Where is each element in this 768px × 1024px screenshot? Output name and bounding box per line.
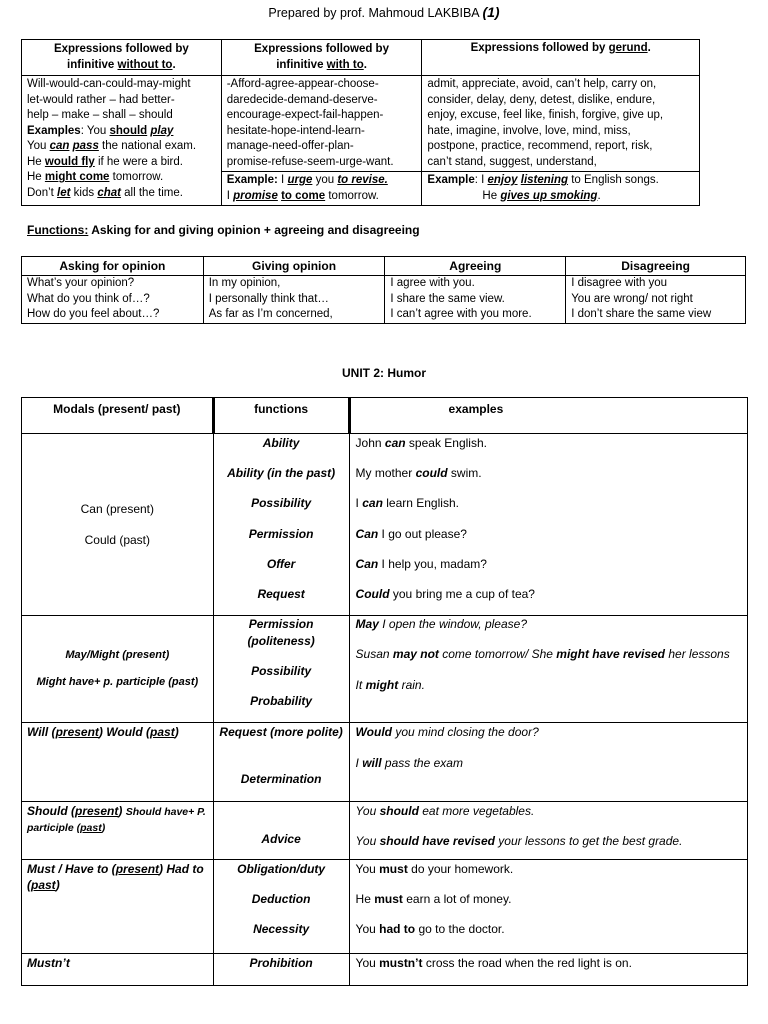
list-item: enjoy, excuse, feel like, finish, forgive, give up, <box>427 109 664 122</box>
column-header: examples <box>349 398 747 434</box>
unit-title: UNIT 2: Humor <box>342 366 426 380</box>
examples-may: May I open the window, please? Susan may not come tomorrow/ She might have revised her lessons It might rain. <box>349 616 747 723</box>
column-header: Asking for opinion <box>22 257 204 276</box>
table-cell: In my opinion, I personally think that… As far as I’m concerned, <box>203 276 385 324</box>
column-header: Disagreeing <box>566 257 746 276</box>
list-item: -Afford-agree-appear-choose- <box>226 78 379 90</box>
example-line: Example: I enjoy listening to English songs. <box>427 174 659 187</box>
list-item: admit, appreciate, avoid, can’t help, carry on, <box>427 78 657 90</box>
functions-heading: Functions: Asking for and giving opinion + agreeing and disagreeing <box>27 223 420 237</box>
example-line: Don’t let kids chat all the time. <box>27 186 183 199</box>
header-without-to: Expressions followed by infinitive without to. <box>22 40 222 76</box>
table-cell: What’s your opinion? What do you think of…? How do you feel about…? <box>22 276 204 324</box>
functions-mustnt: Prohibition <box>213 954 349 986</box>
modal-may-might: May/Might (present) Might have+ p. participle (past) <box>22 616 214 723</box>
header-gerund: Expressions followed by gerund. <box>422 40 700 76</box>
gerund-example-cell <box>422 172 700 206</box>
header-text: Prepared by prof. Mahmoud LAKBIBA <box>268 6 479 20</box>
example-line: He would fly if he were a bird. <box>27 155 183 168</box>
list-item: can’t stand, suggest, understand, <box>427 155 597 168</box>
list-item: promise-refuse-seem-urge-want. <box>226 155 394 168</box>
column-header: Modals (present/ past) <box>22 398 214 434</box>
list-item: let-would rather – had better- <box>27 93 175 106</box>
column-header: Giving opinion <box>203 257 385 276</box>
functions-may: Permission (politeness) Possibility Probability <box>213 616 349 723</box>
modal-can-could: Can (present) Could (past) <box>22 434 214 616</box>
example-line: He might come tomorrow. <box>27 171 164 184</box>
example-line: Examples: You should play <box>27 124 174 137</box>
example-line: Example: I urge you to revise. <box>226 174 388 187</box>
column-header: Agreeing <box>385 257 566 276</box>
list-item: consider, delay, deny, detest, dislike, endure, <box>427 93 656 106</box>
list-item: postpone, practice, recommend, report, risk, <box>427 140 653 153</box>
gerund-cell <box>422 76 700 172</box>
with-to-cell <box>221 76 422 172</box>
example-line: I promise to come tomorrow. <box>226 189 379 202</box>
modal-must: Must / Have to (present) Had to (past) <box>22 860 214 954</box>
list-item: manage-need-offer-plan- <box>226 140 354 153</box>
functions-should: Advice <box>213 802 349 860</box>
modals-table <box>21 397 748 986</box>
modal-should: Should (present) Should have+ P. participle (past) <box>22 802 214 860</box>
functions-will: Request (more polite) Determination <box>213 723 349 802</box>
list-item: Will-would-can-could-may-might <box>27 78 191 90</box>
with-to-example-cell <box>221 172 422 206</box>
example-line: You can pass the national exam. <box>27 140 197 153</box>
without-to-cell <box>22 76 222 206</box>
opinion-table <box>21 256 746 324</box>
functions-must: Obligation/duty Deduction Necessity <box>213 860 349 954</box>
examples-can: John can speak English. My mother could swim. I can learn English. Can I go out please? Can I help you, madam? Could you bring me a cup of tea? <box>349 434 747 616</box>
examples-should: You should eat more vegetables. You should have revised your lessons to get the best grade. <box>349 802 747 860</box>
modal-will-would: Will (present) Would (past) <box>22 723 214 802</box>
example-line: He gives up smoking. <box>482 189 601 202</box>
header-with-to: Expressions followed by infinitive with to. <box>221 40 422 76</box>
header-number: (1) <box>482 4 500 20</box>
column-header: functions <box>213 398 349 434</box>
modal-mustnt: Mustn’t <box>22 954 214 986</box>
page-header <box>0 3 768 22</box>
list-item: help – make – shall – should <box>27 109 173 122</box>
table-cell: I agree with you. I share the same view. I can’t agree with you more. <box>385 276 566 324</box>
table-cell: I disagree with you You are wrong/ not right I don’t share the same view <box>566 276 746 324</box>
examples-will: Would you mind closing the door? I will pass the exam <box>349 723 747 802</box>
examples-mustnt: You mustn’t cross the road when the red light is on. <box>349 954 747 986</box>
examples-must: You must do your homework. He must earn a lot of money. You had to go to the doctor. <box>349 860 747 954</box>
list-item: encourage-expect-fail-happen- <box>226 109 384 122</box>
list-item: hate, imagine, involve, love, mind, miss, <box>427 124 631 137</box>
infinitive-gerund-table <box>21 39 700 206</box>
list-item: daredecide-demand-deserve- <box>226 93 378 106</box>
functions-can: Ability Ability (in the past) Possibility Permission Offer Request <box>213 434 349 616</box>
list-item: hesitate-hope-intend-learn- <box>226 124 365 137</box>
